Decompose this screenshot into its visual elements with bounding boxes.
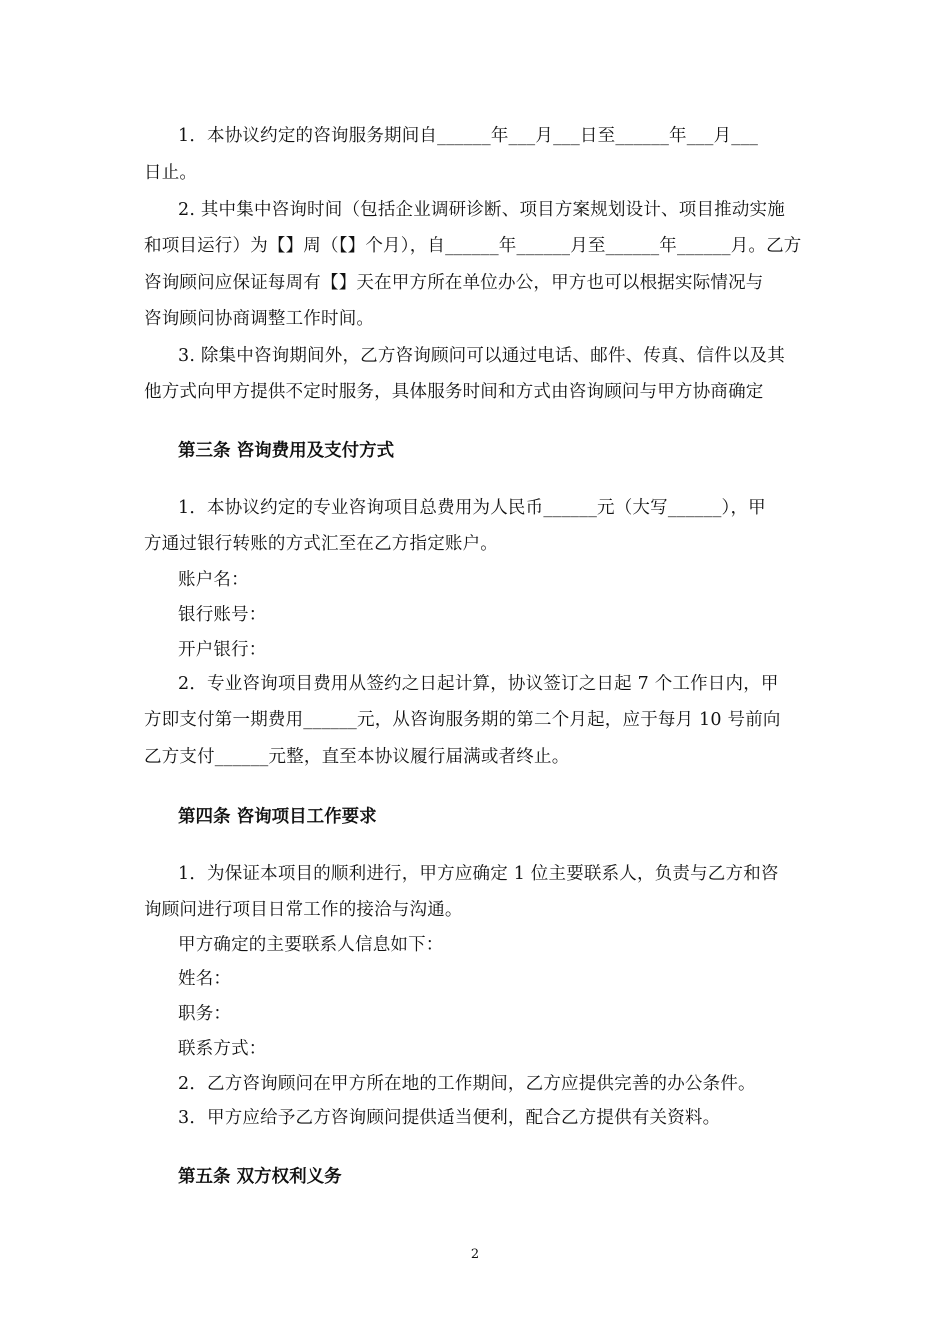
page-number: 2 (470, 1247, 480, 1262)
section-heading-article-5: 第五条 双方权利义务 (178, 1167, 342, 1187)
bank-name-label: 开户银行： (178, 640, 267, 660)
contact-position-label: 职务： (178, 1004, 232, 1024)
paragraph-line: 1．本协议约定的咨询服务期间自______年___月___日至______年___月___ (178, 126, 759, 146)
section-heading-article-3: 第三条 咨询费用及支付方式 (178, 441, 395, 461)
contact-info-intro: 甲方确定的主要联系人信息如下： (178, 935, 444, 955)
paragraph-line: 1．本协议约定的专业咨询项目总费用为人民币______元（大写______），甲 (178, 498, 766, 518)
paragraph-line: 他方式向甲方提供不定时服务，具体服务时间和方式由咨询顾问与甲方协商确定 (144, 382, 764, 402)
section-heading-article-4: 第四条 咨询项目工作要求 (178, 807, 377, 827)
paragraph-line: 乙方支付______元整，直至本协议履行届满或者终止。 (144, 747, 570, 767)
paragraph-line: 方通过银行转账的方式汇至在乙方指定账户。 (144, 534, 498, 554)
contact-method-label: 联系方式： (178, 1039, 267, 1059)
account-name-label: 账户名： (178, 570, 249, 590)
paragraph-line: 日止。 (144, 163, 198, 183)
paragraph-line: 1．为保证本项目的顺利进行，甲方应确定 1 位主要联系人，负责与乙方和咨 (178, 864, 779, 884)
paragraph-line: 2. 其中集中咨询时间（包括企业调研诊断、项目方案规划设计、项目推动实施 (178, 200, 785, 220)
paragraph-line: 方即支付第一期费用______元，从咨询服务期的第二个月起，应于每月 10 号前向 (144, 710, 781, 730)
contact-name-label: 姓名： (178, 969, 232, 989)
paragraph-line: 咨询顾问应保证每周有【】天在甲方所在单位办公，甲方也可以根据实际情况与 (144, 273, 764, 293)
paragraph-line: 3. 除集中咨询期间外，乙方咨询顾问可以通过电话、邮件、传真、信件以及其 (178, 346, 785, 366)
paragraph-line: 2．专业咨询项目费用从签约之日起计算，协议签订之日起 7 个工作日内，甲 (178, 674, 779, 694)
paragraph-line: 询顾问进行项目日常工作的接洽与沟通。 (144, 900, 463, 920)
paragraph-line: 3．甲方应给予乙方咨询顾问提供适当便利，配合乙方提供有关资料。 (178, 1108, 721, 1128)
paragraph-line: 和项目运行）为【】周（【】个月），自______年______月至______年______月。乙方 (144, 236, 802, 256)
paragraph-line: 咨询顾问协商调整工作时间。 (144, 309, 375, 329)
paragraph-line: 2．乙方咨询顾问在甲方所在地的工作期间，乙方应提供完善的办公条件。 (178, 1074, 756, 1094)
bank-account-label: 银行账号： (178, 605, 267, 625)
